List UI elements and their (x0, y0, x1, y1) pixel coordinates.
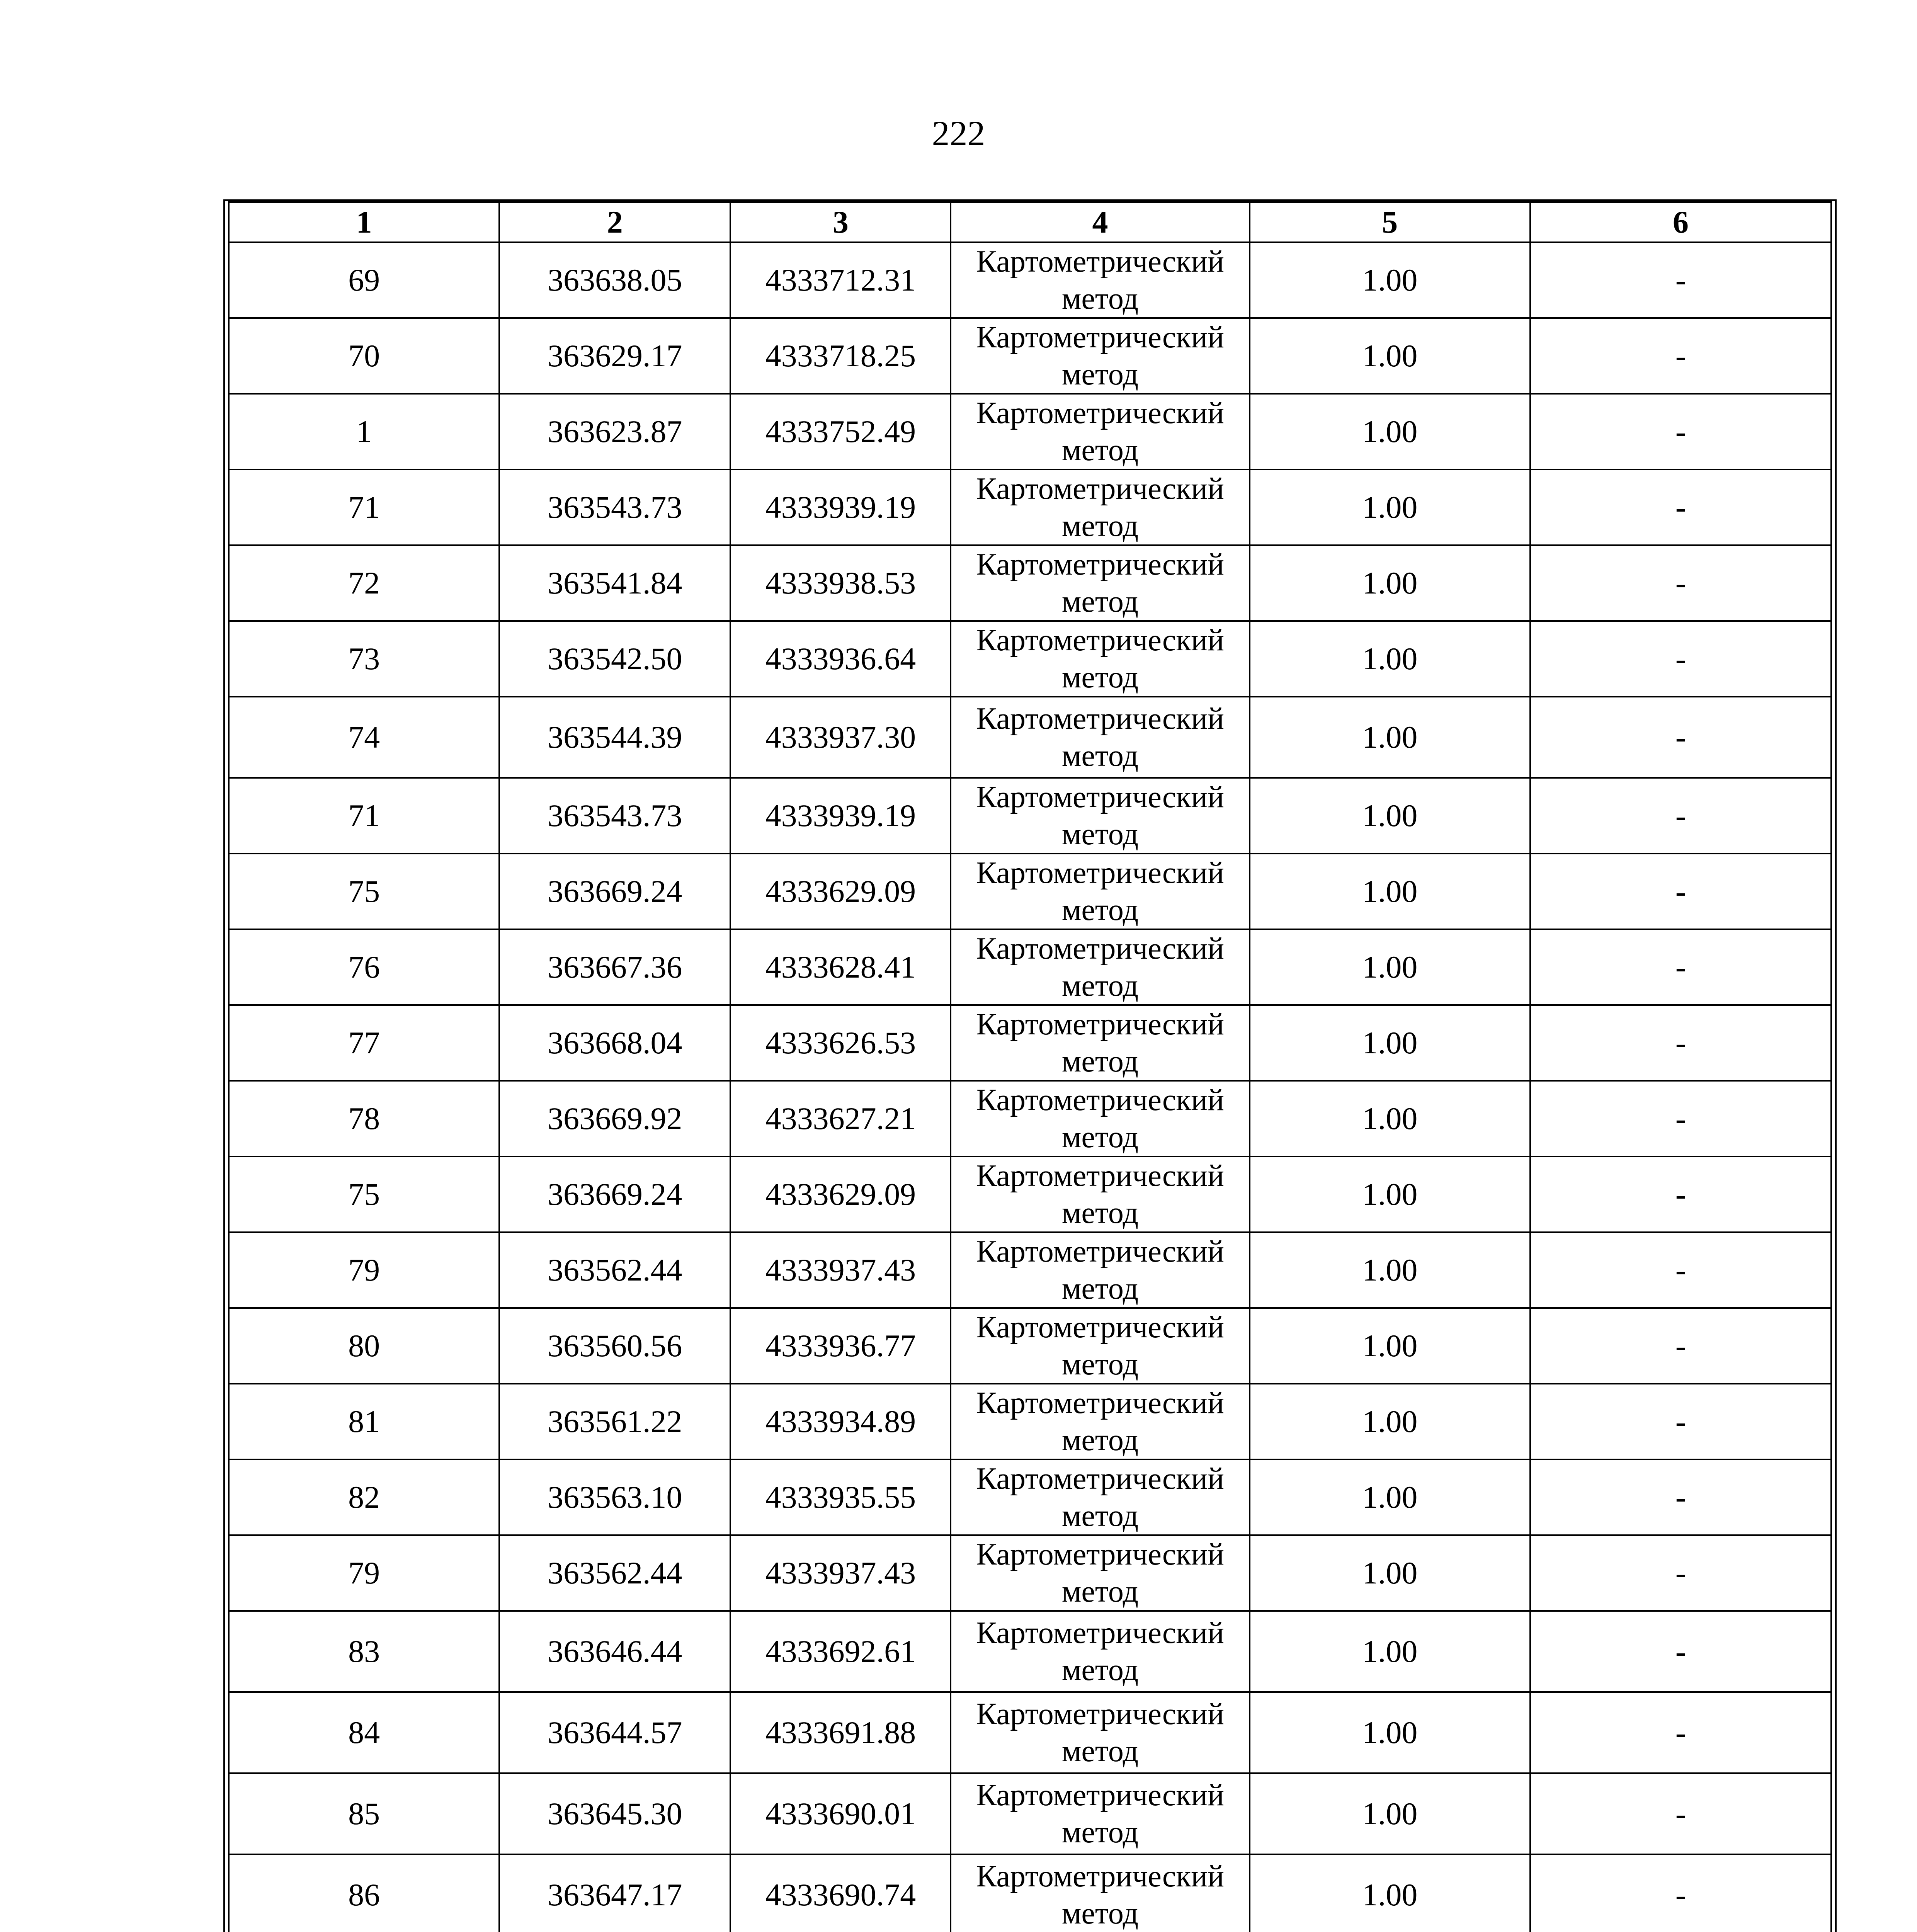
point-number-cell: 82 (229, 1459, 499, 1535)
method-line-1: Картометрический (976, 702, 1224, 736)
column-header-4: 4 (951, 202, 1249, 242)
point-number-cell: 70 (229, 318, 499, 394)
table-row (229, 697, 1831, 778)
table-row (229, 1156, 1831, 1232)
method-cell (951, 394, 1249, 469)
x-coordinate-cell: 363623.87 (499, 394, 730, 469)
note-cell: - (1530, 1535, 1831, 1611)
point-number-cell: 80 (229, 1308, 499, 1384)
point-number-cell: 84 (229, 1692, 499, 1773)
method-line-2: метод (1061, 660, 1139, 694)
y-coordinate-cell: 4333690.01 (730, 1773, 951, 1854)
note-cell: - (1530, 242, 1831, 318)
x-coordinate-cell: 363560.56 (499, 1308, 730, 1384)
table-row (229, 1535, 1831, 1611)
accuracy-cell: 1.00 (1250, 318, 1530, 394)
accuracy-cell: 1.00 (1250, 545, 1530, 621)
table-row (229, 621, 1831, 697)
x-coordinate-cell: 363562.44 (499, 1232, 730, 1308)
accuracy-cell: 1.00 (1250, 1232, 1530, 1308)
note-cell: - (1530, 778, 1831, 854)
method-line-2: метод (1061, 1423, 1139, 1457)
table-row (229, 469, 1831, 545)
method-cell (951, 697, 1249, 778)
coordinates-table-frame (223, 199, 1837, 1932)
x-coordinate-cell: 363667.36 (499, 929, 730, 1005)
table-row (229, 1081, 1831, 1156)
method-cell (951, 545, 1249, 621)
table-body (229, 242, 1831, 1932)
point-number-cell: 86 (229, 1854, 499, 1932)
method-line-1: Картометрический (976, 472, 1224, 506)
method-cell (951, 1459, 1249, 1535)
method-line-1: Картометрический (976, 1859, 1224, 1893)
method-line-2: метод (1061, 1196, 1139, 1230)
table-row (229, 1692, 1831, 1773)
table-row (229, 854, 1831, 929)
accuracy-cell: 1.00 (1250, 1005, 1530, 1081)
x-coordinate-cell: 363669.24 (499, 1156, 730, 1232)
method-line-2: метод (1061, 969, 1139, 1003)
method-cell (951, 621, 1249, 697)
note-cell: - (1530, 1854, 1831, 1932)
x-coordinate-cell: 363543.73 (499, 778, 730, 854)
point-number-cell: 78 (229, 1081, 499, 1156)
point-number-cell: 71 (229, 778, 499, 854)
method-line-2: метод (1061, 1896, 1139, 1930)
note-cell: - (1530, 394, 1831, 469)
accuracy-cell: 1.00 (1250, 697, 1530, 778)
table-row (229, 929, 1831, 1005)
method-line-1: Картометрический (976, 1007, 1224, 1041)
y-coordinate-cell: 4333692.61 (730, 1611, 951, 1692)
x-coordinate-cell: 363629.17 (499, 318, 730, 394)
y-coordinate-cell: 4333626.53 (730, 1005, 951, 1081)
y-coordinate-cell: 4333628.41 (730, 929, 951, 1005)
y-coordinate-cell: 4333627.21 (730, 1081, 951, 1156)
note-cell: - (1530, 1611, 1831, 1692)
x-coordinate-cell: 363647.17 (499, 1854, 730, 1932)
accuracy-cell: 1.00 (1250, 1459, 1530, 1535)
point-number-cell: 76 (229, 929, 499, 1005)
accuracy-cell: 1.00 (1250, 778, 1530, 854)
method-line-1: Картометрический (976, 320, 1224, 354)
table-row (229, 1232, 1831, 1308)
point-number-cell: 71 (229, 469, 499, 545)
x-coordinate-cell: 363563.10 (499, 1459, 730, 1535)
y-coordinate-cell: 4333712.31 (730, 242, 951, 318)
method-cell (951, 854, 1249, 929)
method-cell (951, 778, 1249, 854)
y-coordinate-cell: 4333690.74 (730, 1854, 951, 1932)
page-number: 222 (932, 114, 985, 153)
point-number-cell: 75 (229, 854, 499, 929)
accuracy-cell: 1.00 (1250, 469, 1530, 545)
method-line-2: метод (1061, 433, 1139, 467)
table-row (229, 545, 1831, 621)
table-row (229, 1773, 1831, 1854)
x-coordinate-cell: 363669.92 (499, 1081, 730, 1156)
method-line-1: Картометрический (976, 856, 1224, 890)
note-cell: - (1530, 1308, 1831, 1384)
y-coordinate-cell: 4333629.09 (730, 1156, 951, 1232)
note-cell: - (1530, 469, 1831, 545)
note-cell: - (1530, 1232, 1831, 1308)
accuracy-cell: 1.00 (1250, 394, 1530, 469)
x-coordinate-cell: 363638.05 (499, 242, 730, 318)
method-line-1: Картометрический (976, 1386, 1224, 1420)
x-coordinate-cell: 363668.04 (499, 1005, 730, 1081)
y-coordinate-cell: 4333936.77 (730, 1308, 951, 1384)
accuracy-cell: 1.00 (1250, 854, 1530, 929)
method-cell (951, 929, 1249, 1005)
method-line-1: Картометрический (976, 1778, 1224, 1812)
method-cell (951, 318, 1249, 394)
method-line-1: Картометрический (976, 623, 1224, 657)
method-line-2: метод (1061, 357, 1139, 391)
x-coordinate-cell: 363645.30 (499, 1773, 730, 1854)
note-cell: - (1530, 545, 1831, 621)
method-line-1: Картометрический (976, 396, 1224, 430)
y-coordinate-cell: 4333939.19 (730, 778, 951, 854)
accuracy-cell: 1.00 (1250, 1081, 1530, 1156)
note-cell: - (1530, 1005, 1831, 1081)
method-cell (951, 1611, 1249, 1692)
y-coordinate-cell: 4333752.49 (730, 394, 951, 469)
accuracy-cell: 1.00 (1250, 1773, 1530, 1854)
x-coordinate-cell: 363542.50 (499, 621, 730, 697)
x-coordinate-cell: 363541.84 (499, 545, 730, 621)
accuracy-cell: 1.00 (1250, 1611, 1530, 1692)
y-coordinate-cell: 4333937.43 (730, 1535, 951, 1611)
method-line-2: метод (1061, 1499, 1139, 1533)
column-header-6: 6 (1530, 202, 1831, 242)
table-row (229, 1459, 1831, 1535)
method-line-1: Картометрический (976, 1616, 1224, 1650)
method-cell (951, 1535, 1249, 1611)
table-row (229, 1854, 1831, 1932)
note-cell: - (1530, 1156, 1831, 1232)
method-cell (951, 1308, 1249, 1384)
note-cell: - (1530, 854, 1831, 929)
table-row (229, 778, 1831, 854)
x-coordinate-cell: 363644.57 (499, 1692, 730, 1773)
note-cell: - (1530, 318, 1831, 394)
method-line-2: метод (1061, 585, 1139, 619)
x-coordinate-cell: 363561.22 (499, 1384, 730, 1459)
point-number-cell: 81 (229, 1384, 499, 1459)
point-number-cell: 1 (229, 394, 499, 469)
point-number-cell: 77 (229, 1005, 499, 1081)
column-header-3: 3 (730, 202, 951, 242)
method-line-1: Картометрический (976, 245, 1224, 279)
note-cell: - (1530, 1384, 1831, 1459)
x-coordinate-cell: 363544.39 (499, 697, 730, 778)
method-line-2: метод (1061, 893, 1139, 927)
point-number-cell: 79 (229, 1535, 499, 1611)
point-number-cell: 75 (229, 1156, 499, 1232)
y-coordinate-cell: 4333629.09 (730, 854, 951, 929)
accuracy-cell: 1.00 (1250, 1156, 1530, 1232)
column-header-5: 5 (1250, 202, 1530, 242)
method-cell (951, 1854, 1249, 1932)
method-cell (951, 1384, 1249, 1459)
method-cell (951, 1081, 1249, 1156)
y-coordinate-cell: 4333938.53 (730, 545, 951, 621)
point-number-cell: 74 (229, 697, 499, 778)
note-cell: - (1530, 697, 1831, 778)
accuracy-cell: 1.00 (1250, 1384, 1530, 1459)
method-line-1: Картометрический (976, 1310, 1224, 1344)
note-cell: - (1530, 1081, 1831, 1156)
method-line-2: метод (1061, 1734, 1139, 1768)
method-line-1: Картометрический (976, 932, 1224, 966)
accuracy-cell: 1.00 (1250, 1535, 1530, 1611)
method-line-2: метод (1061, 1815, 1139, 1849)
method-line-2: метод (1061, 1120, 1139, 1154)
method-line-1: Картометрический (976, 1159, 1224, 1193)
column-header-2: 2 (499, 202, 730, 242)
y-coordinate-cell: 4333934.89 (730, 1384, 951, 1459)
method-cell (951, 469, 1249, 545)
y-coordinate-cell: 4333718.25 (730, 318, 951, 394)
table-row (229, 1005, 1831, 1081)
method-line-1: Картометрический (976, 1083, 1224, 1117)
x-coordinate-cell: 363669.24 (499, 854, 730, 929)
accuracy-cell: 1.00 (1250, 1854, 1530, 1932)
y-coordinate-cell: 4333939.19 (730, 469, 951, 545)
coordinates-table (228, 201, 1832, 1932)
method-cell (951, 1692, 1249, 1773)
point-number-cell: 85 (229, 1773, 499, 1854)
note-cell: - (1530, 1692, 1831, 1773)
y-coordinate-cell: 4333691.88 (730, 1692, 951, 1773)
note-cell: - (1530, 1459, 1831, 1535)
table-row (229, 1611, 1831, 1692)
method-line-2: метод (1061, 1272, 1139, 1306)
note-cell: - (1530, 621, 1831, 697)
method-line-2: метод (1061, 509, 1139, 543)
point-number-cell: 79 (229, 1232, 499, 1308)
table-row (229, 394, 1831, 469)
method-line-1: Картометрический (976, 548, 1224, 582)
method-line-2: метод (1061, 1347, 1139, 1381)
method-line-2: метод (1061, 1653, 1139, 1687)
note-cell: - (1530, 929, 1831, 1005)
method-line-2: метод (1061, 817, 1139, 851)
header-row (229, 202, 1831, 242)
method-line-1: Картометрический (976, 1697, 1224, 1731)
method-cell (951, 1005, 1249, 1081)
y-coordinate-cell: 4333936.64 (730, 621, 951, 697)
method-line-1: Картометрический (976, 780, 1224, 814)
y-coordinate-cell: 4333937.30 (730, 697, 951, 778)
method-cell (951, 242, 1249, 318)
method-line-1: Картометрический (976, 1235, 1224, 1269)
accuracy-cell: 1.00 (1250, 621, 1530, 697)
table-row (229, 318, 1831, 394)
method-line-2: метод (1061, 739, 1139, 773)
method-line-2: метод (1061, 282, 1139, 316)
x-coordinate-cell: 363646.44 (499, 1611, 730, 1692)
accuracy-cell: 1.00 (1250, 242, 1530, 318)
column-header-1: 1 (229, 202, 499, 242)
accuracy-cell: 1.00 (1250, 1308, 1530, 1384)
y-coordinate-cell: 4333935.55 (730, 1459, 951, 1535)
method-line-1: Картометрический (976, 1462, 1224, 1496)
x-coordinate-cell: 363562.44 (499, 1535, 730, 1611)
accuracy-cell: 1.00 (1250, 929, 1530, 1005)
accuracy-cell: 1.00 (1250, 1692, 1530, 1773)
method-cell (951, 1232, 1249, 1308)
x-coordinate-cell: 363543.73 (499, 469, 730, 545)
note-cell: - (1530, 1773, 1831, 1854)
point-number-cell: 69 (229, 242, 499, 318)
method-line-1: Картометрический (976, 1537, 1224, 1571)
method-line-2: метод (1061, 1044, 1139, 1078)
point-number-cell: 73 (229, 621, 499, 697)
method-cell (951, 1156, 1249, 1232)
point-number-cell: 83 (229, 1611, 499, 1692)
table-row (229, 1384, 1831, 1459)
method-cell (951, 1773, 1249, 1854)
table-row (229, 242, 1831, 318)
y-coordinate-cell: 4333937.43 (730, 1232, 951, 1308)
table-row (229, 1308, 1831, 1384)
method-line-2: метод (1061, 1575, 1139, 1609)
point-number-cell: 72 (229, 545, 499, 621)
